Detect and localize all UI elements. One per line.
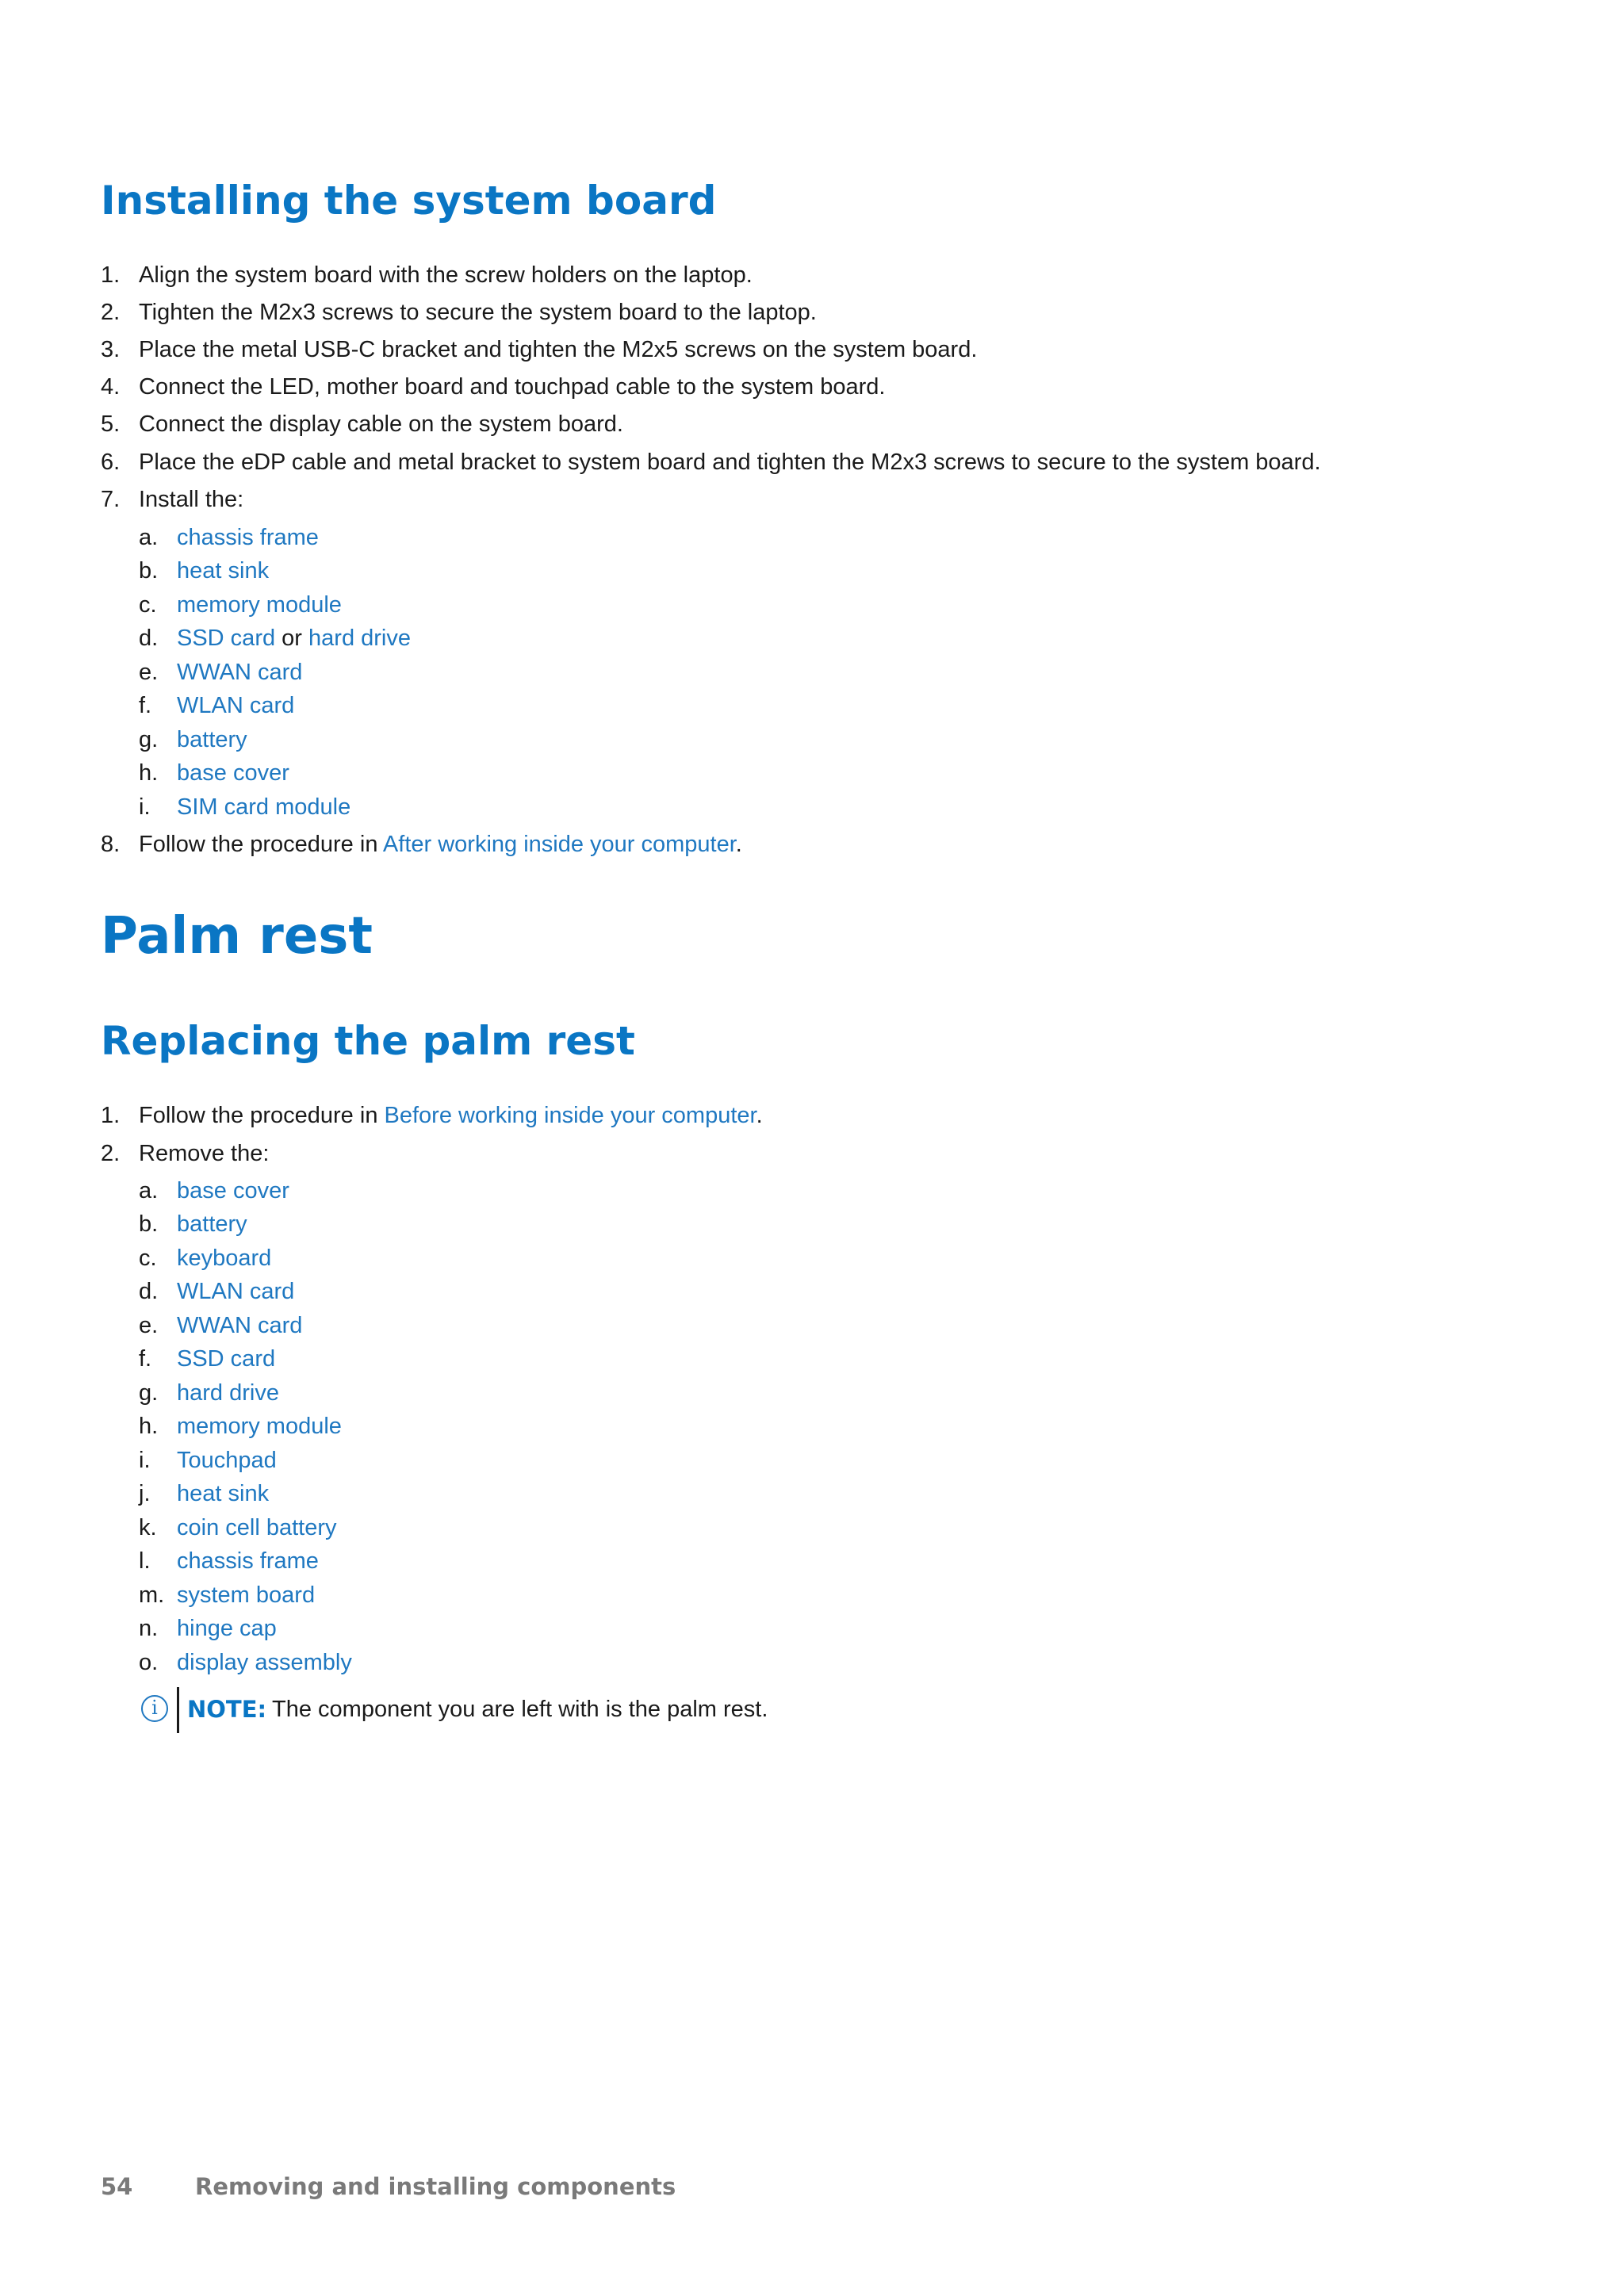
note-divider	[177, 1687, 179, 1733]
link-sim-card-module[interactable]: SIM card module	[177, 794, 351, 820]
item-letter: b.	[139, 558, 159, 584]
item-letter: b.	[139, 1211, 159, 1237]
step-prefix: Follow the procedure in	[139, 1103, 378, 1128]
link-wwan-card[interactable]: WWAN card	[177, 1313, 303, 1338]
item-letter: j.	[139, 1481, 151, 1506]
step-text: Tighten the M2x3 screws to secure the system board to the laptop.	[139, 300, 817, 325]
link-heat-sink[interactable]: heat sink	[177, 558, 270, 584]
link-memory-module[interactable]: memory module	[177, 592, 342, 618]
link-base-cover[interactable]: base cover	[177, 1178, 289, 1203]
link-system-board[interactable]: system board	[177, 1582, 316, 1608]
step-number: 4.	[101, 374, 121, 400]
step-text: Align the system board with the screw holders on the laptop.	[139, 262, 753, 288]
item-letter: k.	[139, 1515, 157, 1540]
footer-section-title: Removing and installing components	[195, 2173, 676, 2200]
link-wlan-card[interactable]: WLAN card	[177, 693, 295, 718]
link-before-working-inside[interactable]: Before working inside your computer	[384, 1103, 756, 1128]
step-number: 6.	[101, 450, 121, 475]
link-hard-drive[interactable]: hard drive	[177, 1380, 279, 1406]
item-letter: g.	[139, 1380, 159, 1406]
item-text	[177, 624, 411, 652]
step-suffix: .	[735, 832, 742, 857]
step-number: 2.	[101, 300, 121, 325]
link-hard-drive[interactable]: hard drive	[308, 626, 411, 651]
step-number: 7.	[101, 487, 121, 512]
step-number: 1.	[101, 1103, 121, 1128]
step-text	[139, 830, 742, 859]
section-heading-replacing-palm-rest: Replacing the palm rest	[101, 1018, 635, 1064]
item-letter: e.	[139, 660, 159, 685]
item-letter: a.	[139, 525, 159, 550]
step-text: Connect the display cable on the system board.	[139, 411, 623, 437]
item-letter: n.	[139, 1616, 159, 1641]
link-memory-module[interactable]: memory module	[177, 1414, 342, 1439]
step-number: 2.	[101, 1141, 121, 1166]
item-letter: i.	[139, 1448, 151, 1473]
step-text: Install the:	[139, 487, 244, 512]
chapter-title-palm-rest: Palm rest	[101, 907, 373, 966]
link-battery[interactable]: battery	[177, 727, 247, 752]
link-chassis-frame[interactable]: chassis frame	[177, 1548, 319, 1574]
step-text: Remove the:	[139, 1141, 270, 1166]
link-after-working-inside[interactable]: After working inside your computer	[382, 832, 736, 857]
item-letter: h.	[139, 760, 159, 786]
step-text: Place the metal USB-C bracket and tighten the M2x5 screws on the system board.	[139, 337, 978, 362]
item-letter: c.	[139, 592, 157, 618]
item-letter: m.	[139, 1582, 165, 1608]
link-coin-cell-battery[interactable]: coin cell battery	[177, 1515, 337, 1540]
item-letter: f.	[139, 693, 152, 718]
info-icon: i	[141, 1695, 168, 1722]
step-number: 1.	[101, 262, 121, 288]
item-letter: d.	[139, 626, 159, 651]
item-letter: d.	[139, 1279, 159, 1304]
link-touchpad[interactable]: Touchpad	[177, 1448, 277, 1473]
link-keyboard[interactable]: keyboard	[177, 1246, 272, 1271]
link-heat-sink[interactable]: heat sink	[177, 1481, 270, 1506]
note-label: NOTE:	[187, 1696, 267, 1723]
connector-text: or	[282, 626, 302, 651]
note-text: The component you are left with is the palm rest.	[272, 1697, 768, 1722]
step-number: 8.	[101, 832, 121, 857]
link-hinge-cap[interactable]: hinge cap	[177, 1616, 277, 1641]
link-ssd-card[interactable]: SSD card	[177, 1346, 276, 1372]
item-letter: h.	[139, 1414, 159, 1439]
step-text: Connect the LED, mother board and touchpad cable to the system board.	[139, 374, 886, 400]
link-display-assembly[interactable]: display assembly	[177, 1650, 352, 1675]
link-wwan-card[interactable]: WWAN card	[177, 660, 303, 685]
item-letter: a.	[139, 1178, 159, 1203]
link-chassis-frame[interactable]: chassis frame	[177, 525, 319, 550]
section-heading-installing-system-board: Installing the system board	[101, 178, 717, 224]
step-number: 3.	[101, 337, 121, 362]
item-letter: l.	[139, 1548, 151, 1574]
item-letter: i.	[139, 794, 151, 820]
item-letter: o.	[139, 1650, 159, 1675]
item-letter: f.	[139, 1346, 152, 1372]
step-text	[139, 1101, 763, 1130]
item-letter: e.	[139, 1313, 159, 1338]
page-number: 54	[101, 2173, 133, 2200]
link-wlan-card[interactable]: WLAN card	[177, 1279, 295, 1304]
link-battery[interactable]: battery	[177, 1211, 247, 1237]
link-ssd-card[interactable]: SSD card	[177, 626, 276, 651]
step-text: Place the eDP cable and metal bracket to system board and tighten the M2x3 screws to secure to the system board.	[139, 450, 1321, 475]
step-prefix: Follow the procedure in	[139, 832, 378, 857]
step-number: 5.	[101, 411, 121, 437]
step-suffix: .	[756, 1103, 763, 1128]
item-letter: c.	[139, 1246, 157, 1271]
item-letter: g.	[139, 727, 159, 752]
link-base-cover[interactable]: base cover	[177, 760, 289, 786]
